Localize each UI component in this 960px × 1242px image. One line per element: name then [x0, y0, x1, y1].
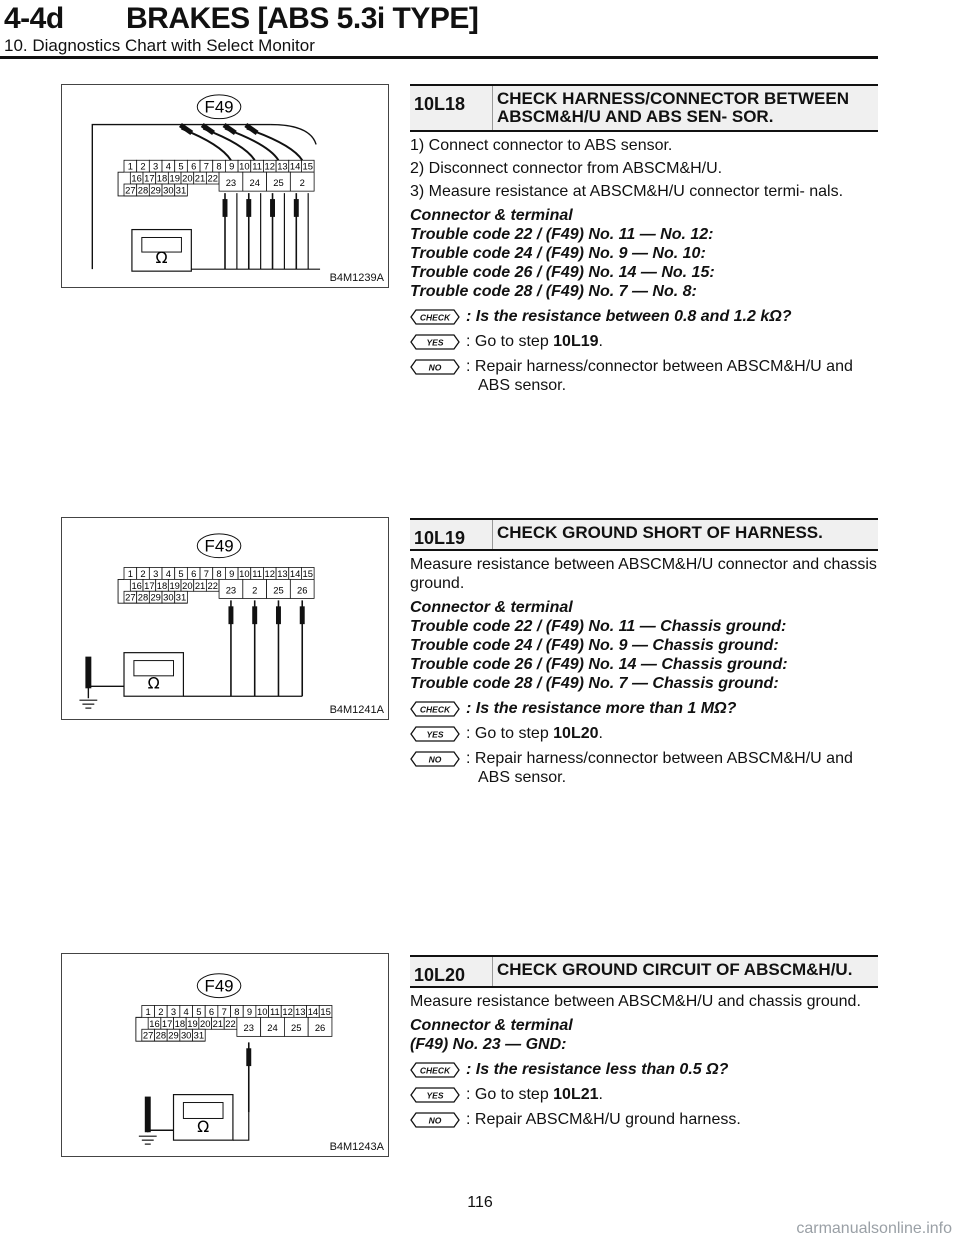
pin-label: 21 [212, 1017, 224, 1029]
pin-label: 18 [174, 1017, 186, 1029]
ground-icon [79, 700, 97, 708]
svg-text:F49: F49 [204, 97, 234, 117]
terminal-line: Trouble code 28 / (F49) No. 7 — Chassis ground: [410, 675, 779, 692]
pin-label: 29 [150, 184, 161, 196]
svg-text:CHECK: CHECK [419, 704, 451, 715]
pin-label: 23 [243, 1022, 254, 1034]
pin-label: 1 [127, 567, 133, 579]
step-id: 10L20 [414, 965, 466, 985]
ohm-symbol: Ω [147, 673, 160, 693]
pin-label: 22 [207, 579, 218, 591]
no-badge-icon [410, 359, 460, 375]
pin-label: 13 [295, 1005, 306, 1017]
pin-label: 24 [249, 177, 260, 188]
pin-label: 31 [193, 1029, 205, 1041]
connector-label [197, 534, 241, 558]
terminal-line: Trouble code 26 / (F49) No. 14 — Chassis ground: [410, 656, 788, 673]
pin-label: 2 [299, 177, 305, 188]
terminal-line: Trouble code 22 / (F49) No. 11 — Chassis ground: [410, 618, 787, 635]
pin-label: 23 [225, 584, 237, 596]
yes-badge-icon [410, 1087, 460, 1103]
check-row [410, 1060, 878, 1079]
connector-f49 [118, 568, 314, 604]
yes-badge-icon [410, 334, 460, 350]
pin-label: 22 [225, 1017, 236, 1029]
ohmmeter-icon [132, 230, 191, 272]
no-row [410, 1110, 878, 1129]
pin-label: 27 [125, 591, 136, 603]
step-paragraph: Measure resistance between ABSCM&H/U and chassis ground. [410, 993, 861, 1010]
pin-label: 4 [183, 1005, 189, 1017]
header-rule [0, 56, 878, 59]
check-question: : Is the resistance between 0.8 and 1.2 kΩ? [466, 308, 792, 325]
step-title: CHECK GROUND CIRCUIT OF ABSCM&H/U. [492, 957, 878, 986]
pin-label: 3 [153, 160, 159, 172]
pin-label: 14 [289, 160, 301, 172]
yes-badge-icon [410, 726, 460, 742]
pin-label: 6 [191, 567, 197, 579]
step-10l20 [410, 955, 878, 1129]
pin-label: 1 [127, 160, 133, 172]
no-row [410, 357, 878, 395]
pin-label: 4 [165, 160, 171, 172]
pin-label: 17 [144, 172, 155, 184]
step-title: CHECK HARNESS/CONNECTOR BETWEEN ABSCM&H/U AND ABS SEN- SOR. [492, 86, 878, 130]
pin-label: 23 [225, 177, 237, 188]
yes-action: : Go to step 10L21. [466, 1086, 603, 1103]
pin-label: 3 [153, 567, 159, 579]
pin-label: 4 [165, 567, 171, 579]
wiring-diagram-10l20 [61, 953, 389, 1157]
pin-label: 25 [273, 584, 284, 596]
pin-label: 9 [246, 1005, 253, 1017]
no-badge-icon [410, 751, 460, 767]
step-header [410, 518, 878, 551]
yes-row [410, 332, 878, 351]
figure-code: B4M1243A [329, 1141, 384, 1153]
pin-label: 27 [142, 1029, 154, 1041]
connector-label [197, 95, 241, 119]
connector-f49 [136, 1005, 332, 1041]
pin-label: 10 [257, 1005, 268, 1017]
step-id: 10L18 [414, 94, 466, 114]
ohmmeter-icon [174, 1095, 233, 1141]
figure-code: B4M1239A [329, 272, 384, 284]
no-action: : Repair ABSCM&H/U ground harness. [466, 1111, 741, 1128]
svg-text:CHECK: CHECK [419, 312, 451, 323]
pin-label: 14 [307, 1005, 319, 1017]
check-row [410, 699, 878, 718]
no-row [410, 749, 878, 787]
watermark: carmanualsonline.info [796, 1220, 952, 1237]
pin-label: 16 [149, 1017, 160, 1029]
terminal-line: (F49) No. 23 — GND: [410, 1036, 567, 1053]
page-number: 116 [467, 1194, 493, 1211]
figure-code: B4M1241A [329, 704, 384, 716]
pin-label: 13 [277, 567, 288, 579]
connector-f49 [118, 160, 314, 196]
pin-label: 2 [252, 584, 258, 596]
pin-label: 12 [282, 1005, 293, 1017]
pin-label: 17 [161, 1017, 173, 1029]
terminal-block [410, 1016, 878, 1054]
pin-label: 15 [302, 567, 314, 579]
ohm-symbol: Ω [155, 248, 168, 268]
terminal-block [410, 206, 878, 301]
pin-label: 20 [182, 172, 193, 184]
pin-label: 26 [314, 1022, 326, 1034]
check-badge-icon [410, 701, 460, 717]
pin-label: 10 [239, 160, 250, 172]
yes-row [410, 1085, 878, 1104]
terminal-heading: Connector & terminal [410, 1017, 573, 1034]
pin-label: 25 [273, 177, 284, 188]
pin-label: 5 [196, 1005, 202, 1017]
step-10l18 [410, 84, 878, 395]
ground-icon [139, 1136, 157, 1144]
pin-label: 22 [207, 172, 218, 184]
pin-label: 11 [252, 160, 262, 172]
pin-label: 18 [156, 172, 168, 184]
pin-label: 5 [178, 160, 184, 172]
pin-label: 28 [137, 184, 149, 196]
check-question: : Is the resistance less than 0.5 Ω? [466, 1061, 729, 1078]
step-header [410, 84, 878, 132]
pin-label: 28 [155, 1029, 167, 1041]
pin-label: 6 [208, 1005, 215, 1017]
svg-text:CHECK: CHECK [419, 1065, 451, 1076]
svg-text:YES: YES [426, 337, 444, 348]
connector-label [197, 974, 241, 998]
terminal-heading: Connector & terminal [410, 207, 573, 224]
pin-label: 21 [194, 579, 206, 591]
pin-label: 2 [140, 567, 146, 579]
no-action: : Repair harness/connector between ABSCM&H/U and ABS sensor. [466, 358, 853, 394]
check-badge-icon [410, 1062, 460, 1078]
check-badge-icon [410, 309, 460, 325]
check-row [410, 307, 878, 326]
svg-text:NO: NO [428, 1115, 442, 1126]
terminal-line: Trouble code 22 / (F49) No. 11 — No. 12: [410, 226, 714, 243]
pin-label: 20 [199, 1017, 211, 1029]
pin-label: 27 [125, 184, 136, 196]
pin-label: 7 [221, 1005, 227, 1017]
pin-label: 24 [267, 1022, 278, 1034]
pin-label: 31 [175, 184, 187, 196]
pin-label: 1 [145, 1005, 151, 1017]
pin-label: 30 [163, 184, 174, 196]
check-question: : Is the resistance more than 1 MΩ? [466, 700, 737, 717]
pin-label: 11 [252, 567, 262, 579]
pin-label: 14 [289, 567, 301, 579]
pin-label: 9 [229, 160, 235, 172]
svg-text:NO: NO [428, 362, 442, 373]
pin-label: 29 [168, 1029, 179, 1041]
pin-label: 7 [203, 567, 210, 579]
step-paragraph: 1) Connect connector to ABS sensor. [410, 137, 673, 154]
pin-label: 19 [169, 579, 180, 591]
terminal-line: Trouble code 24 / (F49) No. 9 — Chassis ground: [410, 637, 779, 654]
pin-label: 12 [264, 160, 275, 172]
svg-text:NO: NO [428, 754, 442, 765]
pin-label: 19 [169, 172, 180, 184]
step-10l19 [410, 518, 878, 787]
pin-label: 6 [191, 160, 197, 172]
step-paragraph: 2) Disconnect connector from ABSCM&H/U. [410, 160, 723, 177]
next-step-ref: 10L19 [553, 333, 599, 350]
pin-label: 13 [277, 160, 288, 172]
pin-label: 20 [182, 579, 193, 591]
terminal-block [410, 598, 878, 693]
pin-label: 17 [144, 579, 155, 591]
pin-label: 21 [194, 172, 206, 184]
pin-label: 2 [158, 1005, 164, 1017]
pin-label: 12 [264, 567, 275, 579]
pin-label: 26 [297, 584, 308, 596]
wiring-diagram-10l19 [61, 517, 389, 720]
ohmmeter-icon [124, 653, 183, 697]
pin-label: 7 [203, 160, 210, 172]
pin-label: 30 [163, 591, 174, 603]
terminal-line: Trouble code 28 / (F49) No. 7 — No. 8: [410, 283, 697, 300]
yes-action: : Go to step 10L20. [466, 725, 603, 742]
pin-label: 5 [178, 567, 184, 579]
svg-text:YES: YES [426, 729, 444, 740]
pin-label: 15 [302, 160, 314, 172]
step-header [410, 955, 878, 988]
pin-label: 28 [137, 591, 149, 603]
terminal-line: Trouble code 24 / (F49) No. 9 — No. 10: [410, 245, 706, 262]
pin-label: 29 [150, 591, 161, 603]
pin-label: 10 [239, 567, 250, 579]
pin-label: 8 [216, 160, 222, 172]
pin-label: 30 [180, 1029, 192, 1041]
svg-text:F49: F49 [204, 976, 234, 996]
pin-label: 11 [270, 1005, 280, 1017]
terminal-line: Trouble code 26 / (F49) No. 14 — No. 15: [410, 264, 715, 281]
step-paragraph: Measure resistance between ABSCM&H/U connector and chassis ground. [410, 556, 877, 592]
pin-label: 3 [170, 1005, 177, 1017]
pin-label: 16 [131, 172, 142, 184]
yes-row [410, 724, 878, 743]
pin-label: 8 [234, 1005, 240, 1017]
section-code: 4-4d [4, 2, 64, 35]
pin-label: 19 [187, 1017, 198, 1029]
yes-action: : Go to step 10L19. [466, 333, 603, 350]
pin-label: 16 [131, 579, 142, 591]
no-badge-icon [410, 1112, 460, 1128]
pin-label: 15 [320, 1005, 331, 1017]
pin-label: 31 [175, 591, 187, 603]
step-paragraph: 3) Measure resistance at ABSCM&H/U connector termi- nals. [410, 183, 844, 200]
page-title: BRAKES [ABS 5.3i TYPE] [126, 2, 479, 35]
step-id: 10L19 [414, 528, 466, 548]
pin-label: 25 [291, 1022, 302, 1034]
terminal-heading: Connector & terminal [410, 599, 573, 616]
next-step-ref: 10L21 [553, 1086, 599, 1103]
ohm-symbol: Ω [197, 1117, 210, 1137]
pin-label: 2 [140, 160, 146, 172]
no-action: : Repair harness/connector between ABSCM&H/U and ABS sensor. [466, 750, 853, 786]
step-title: CHECK GROUND SHORT OF HARNESS. [492, 520, 878, 549]
pin-label: 8 [216, 567, 222, 579]
wiring-diagram-10l18 [61, 84, 389, 288]
page-subtitle: 10. Diagnostics Chart with Select Monitor [4, 36, 315, 55]
pin-label: 9 [229, 567, 235, 579]
svg-text:YES: YES [426, 1090, 444, 1101]
svg-text:F49: F49 [204, 536, 234, 556]
next-step-ref: 10L20 [553, 725, 599, 742]
pin-label: 18 [156, 579, 168, 591]
